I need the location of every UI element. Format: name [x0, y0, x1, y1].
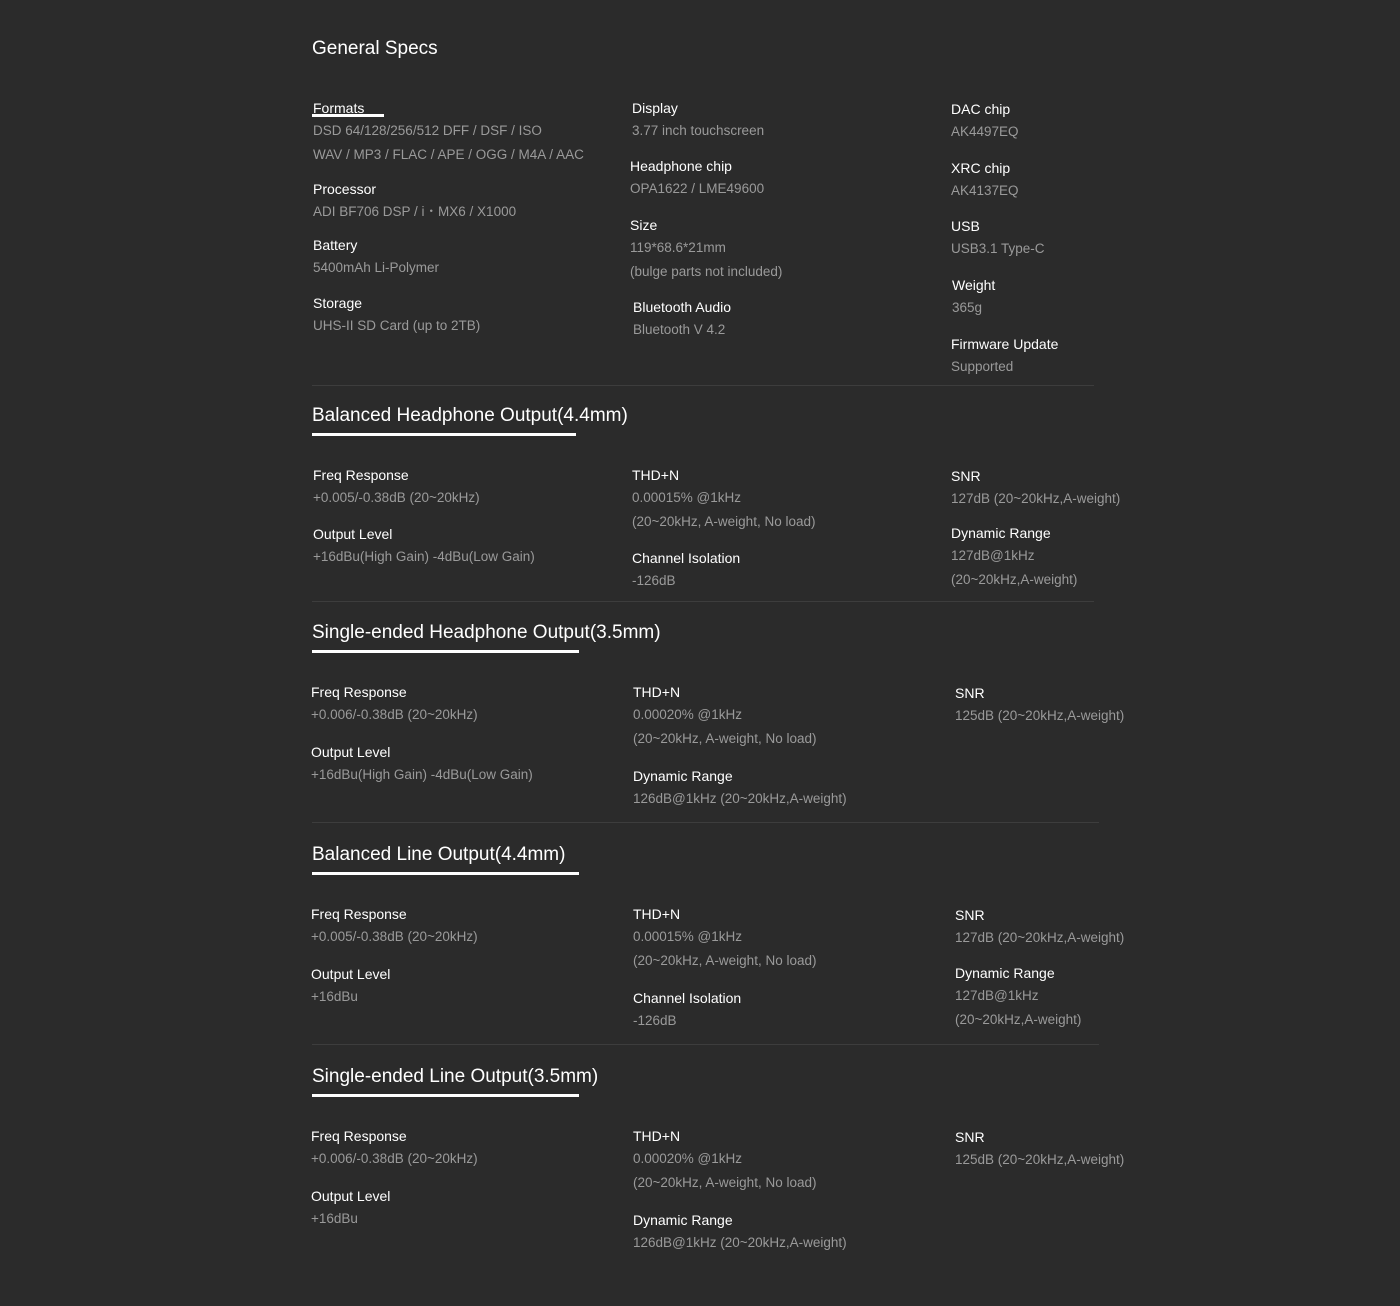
spec-bluetooth-audio: [633, 297, 731, 342]
spec-label: Dynamic Range: [633, 1212, 733, 1228]
spec-storage: [313, 293, 480, 338]
section-balanced-line-output-4-4mm: [310, 844, 1130, 1084]
spec-value: USB3.1 Type-C: [951, 241, 1045, 256]
spec-value: 126dB@1kHz (20~20kHz,A-weight): [633, 791, 847, 806]
spec-label: Dynamic Range: [955, 965, 1055, 981]
spec-thd-n: [633, 1126, 816, 1195]
spec-dynamic-range: [955, 963, 1081, 1032]
spec-label: Weight: [952, 277, 996, 293]
spec-freq-response: [311, 1126, 478, 1171]
section-single-ended-headphone-output-3-5mm: [310, 622, 1130, 862]
spec-value: UHS-II SD Card (up to 2TB): [313, 318, 481, 333]
section-title-underline: [312, 650, 579, 653]
spec-value: +0.005/-0.38dB (20~20kHz): [313, 490, 480, 505]
spec-value: +16dBu(High Gain) -4dBu(Low Gain): [313, 549, 535, 564]
spec-label: Output Level: [311, 966, 391, 982]
spec-dynamic-range: [633, 1210, 847, 1255]
section-general-specs: [310, 38, 1130, 374]
spec-label: Size: [630, 217, 658, 233]
spec-value: 119*68.6*21mm: [630, 240, 726, 255]
spec-value: 125dB (20~20kHz,A-weight): [955, 1152, 1125, 1167]
spec-display: [632, 98, 764, 143]
spec-output-level: [311, 964, 390, 1009]
spec-freq-response: [313, 465, 480, 510]
spec-label: XRC chip: [951, 160, 1011, 176]
spec-label: Freq Response: [311, 684, 407, 700]
spec-battery: [313, 235, 439, 280]
spec-label: SNR: [951, 468, 981, 484]
spec-value: 0.00020% @1kHz: [633, 707, 743, 722]
spec-label: SNR: [955, 685, 985, 701]
spec-value: 125dB (20~20kHz,A-weight): [955, 708, 1125, 723]
spec-label: Storage: [313, 295, 363, 311]
spec-label: Output Level: [313, 526, 393, 542]
spec-firmware-update: [951, 334, 1058, 379]
spec-value: 3.77 inch touchscreen: [632, 123, 765, 138]
spec-value: (bulge parts not included): [630, 264, 783, 279]
spec-label: Freq Response: [313, 467, 409, 483]
spec-snr: [955, 905, 1124, 950]
spec-value: (20~20kHz, A-weight, No load): [633, 731, 817, 746]
spec-dynamic-range: [951, 523, 1077, 592]
spec-label: Display: [632, 100, 678, 116]
spec-value: +16dBu: [311, 1211, 358, 1226]
spec-value: (20~20kHz, A-weight, No load): [632, 514, 816, 529]
spec-label: Channel Isolation: [633, 990, 742, 1006]
spec-value: +16dBu: [311, 989, 358, 1004]
spec-value: -126dB: [633, 1013, 677, 1028]
section-title: General Specs: [312, 38, 438, 59]
spec-usb: [951, 216, 1045, 261]
spec-label: THD+N: [633, 906, 681, 922]
spec-label: Headphone chip: [630, 158, 732, 174]
spec-label: Formats: [313, 100, 365, 116]
spec-output-level: [313, 524, 535, 569]
spec-channel-isolation: [632, 548, 740, 593]
spec-value: 5400mAh Li-Polymer: [313, 260, 440, 275]
spec-label: DAC chip: [951, 101, 1011, 117]
spec-xrc-chip: [951, 158, 1019, 203]
spec-value: AK4137EQ: [951, 183, 1019, 198]
spec-snr: [955, 683, 1124, 728]
spec-label: Channel Isolation: [632, 550, 741, 566]
section-title: Single-ended Headphone Output(3.5mm): [312, 622, 661, 643]
spec-label: THD+N: [633, 1128, 681, 1144]
spec-headphone-chip: [630, 156, 764, 201]
section-single-ended-line-output-3-5mm: [310, 1066, 1130, 1306]
spec-value: +0.005/-0.38dB (20~20kHz): [311, 929, 478, 944]
spec-label: USB: [951, 218, 980, 234]
spec-value: Supported: [951, 359, 1014, 374]
spec-label: Battery: [313, 237, 358, 253]
spec-label: Output Level: [311, 744, 391, 760]
spec-value: 0.00015% @1kHz: [632, 490, 742, 505]
spec-thd-n: [632, 465, 815, 534]
spec-value: +0.006/-0.38dB (20~20kHz): [311, 1151, 478, 1166]
spec-size: [630, 215, 782, 284]
spec-snr: [955, 1127, 1124, 1172]
spec-label: Firmware Update: [951, 336, 1059, 352]
spec-value: 127dB@1kHz: [955, 988, 1039, 1003]
section-divider: [312, 822, 1099, 823]
section-title-underline: [312, 1094, 579, 1097]
spec-value: +0.006/-0.38dB (20~20kHz): [311, 707, 478, 722]
spec-label: Freq Response: [311, 1128, 407, 1144]
spec-value: 0.00015% @1kHz: [633, 929, 743, 944]
spec-value: Bluetooth V 4.2: [633, 322, 726, 337]
spec-label: Processor: [313, 181, 377, 197]
spec-label: Output Level: [311, 1188, 391, 1204]
spec-value: +16dBu(High Gain) -4dBu(Low Gain): [311, 767, 533, 782]
section-title-underline: [312, 872, 579, 875]
spec-thd-n: [633, 904, 816, 973]
spec-dynamic-range: [633, 766, 847, 811]
spec-value: AK4497EQ: [951, 124, 1019, 139]
spec-output-level: [311, 1186, 390, 1231]
spec-value: -126dB: [632, 573, 676, 588]
section-title: Balanced Line Output(4.4mm): [312, 844, 566, 865]
section-title: Single-ended Line Output(3.5mm): [312, 1066, 599, 1087]
spec-freq-response: [311, 904, 478, 949]
spec-value: 365g: [952, 300, 983, 315]
spec-label: Freq Response: [311, 906, 407, 922]
spec-value: 127dB (20~20kHz,A-weight): [955, 930, 1125, 945]
section-title-underline: [312, 433, 576, 436]
spec-value: OPA1622 / LME49600: [630, 181, 765, 196]
spec-freq-response: [311, 682, 478, 727]
spec-formats: [313, 98, 584, 167]
spec-value: 127dB@1kHz: [951, 548, 1035, 563]
spec-label: THD+N: [632, 467, 680, 483]
spec-output-level: [311, 742, 533, 787]
spec-value: ADI BF706 DSP / i・MX6 / X1000: [313, 204, 517, 219]
spec-channel-isolation: [633, 988, 741, 1033]
spec-value: (20~20kHz, A-weight, No load): [633, 1175, 817, 1190]
spec-value: 0.00020% @1kHz: [633, 1151, 743, 1166]
spec-value: DSD 64/128/256/512 DFF / DSF / ISO: [313, 123, 542, 138]
spec-label: SNR: [955, 907, 985, 923]
spec-thd-n: [633, 682, 816, 751]
section-divider: [312, 601, 1094, 602]
spec-label: Bluetooth Audio: [633, 299, 732, 315]
section-title: Balanced Headphone Output(4.4mm): [312, 405, 628, 426]
section-balanced-headphone-output-4-4mm: [310, 405, 1130, 645]
spec-value: 126dB@1kHz (20~20kHz,A-weight): [633, 1235, 847, 1250]
spec-value: (20~20kHz,A-weight): [955, 1012, 1082, 1027]
spec-value: WAV / MP3 / FLAC / APE / OGG / M4A / AAC: [313, 147, 584, 162]
section-divider: [312, 385, 1094, 386]
spec-snr: [951, 466, 1120, 511]
spec-label: THD+N: [633, 684, 681, 700]
spec-value: (20~20kHz, A-weight, No load): [633, 953, 817, 968]
spec-weight: [952, 275, 995, 320]
spec-label: Dynamic Range: [951, 525, 1051, 541]
section-divider: [312, 1044, 1099, 1045]
spec-processor: [313, 179, 516, 224]
spec-label: SNR: [955, 1129, 985, 1145]
spec-value: (20~20kHz,A-weight): [951, 572, 1078, 587]
spec-value: 127dB (20~20kHz,A-weight): [951, 491, 1121, 506]
spec-label: Dynamic Range: [633, 768, 733, 784]
spec-dac-chip: [951, 99, 1019, 144]
